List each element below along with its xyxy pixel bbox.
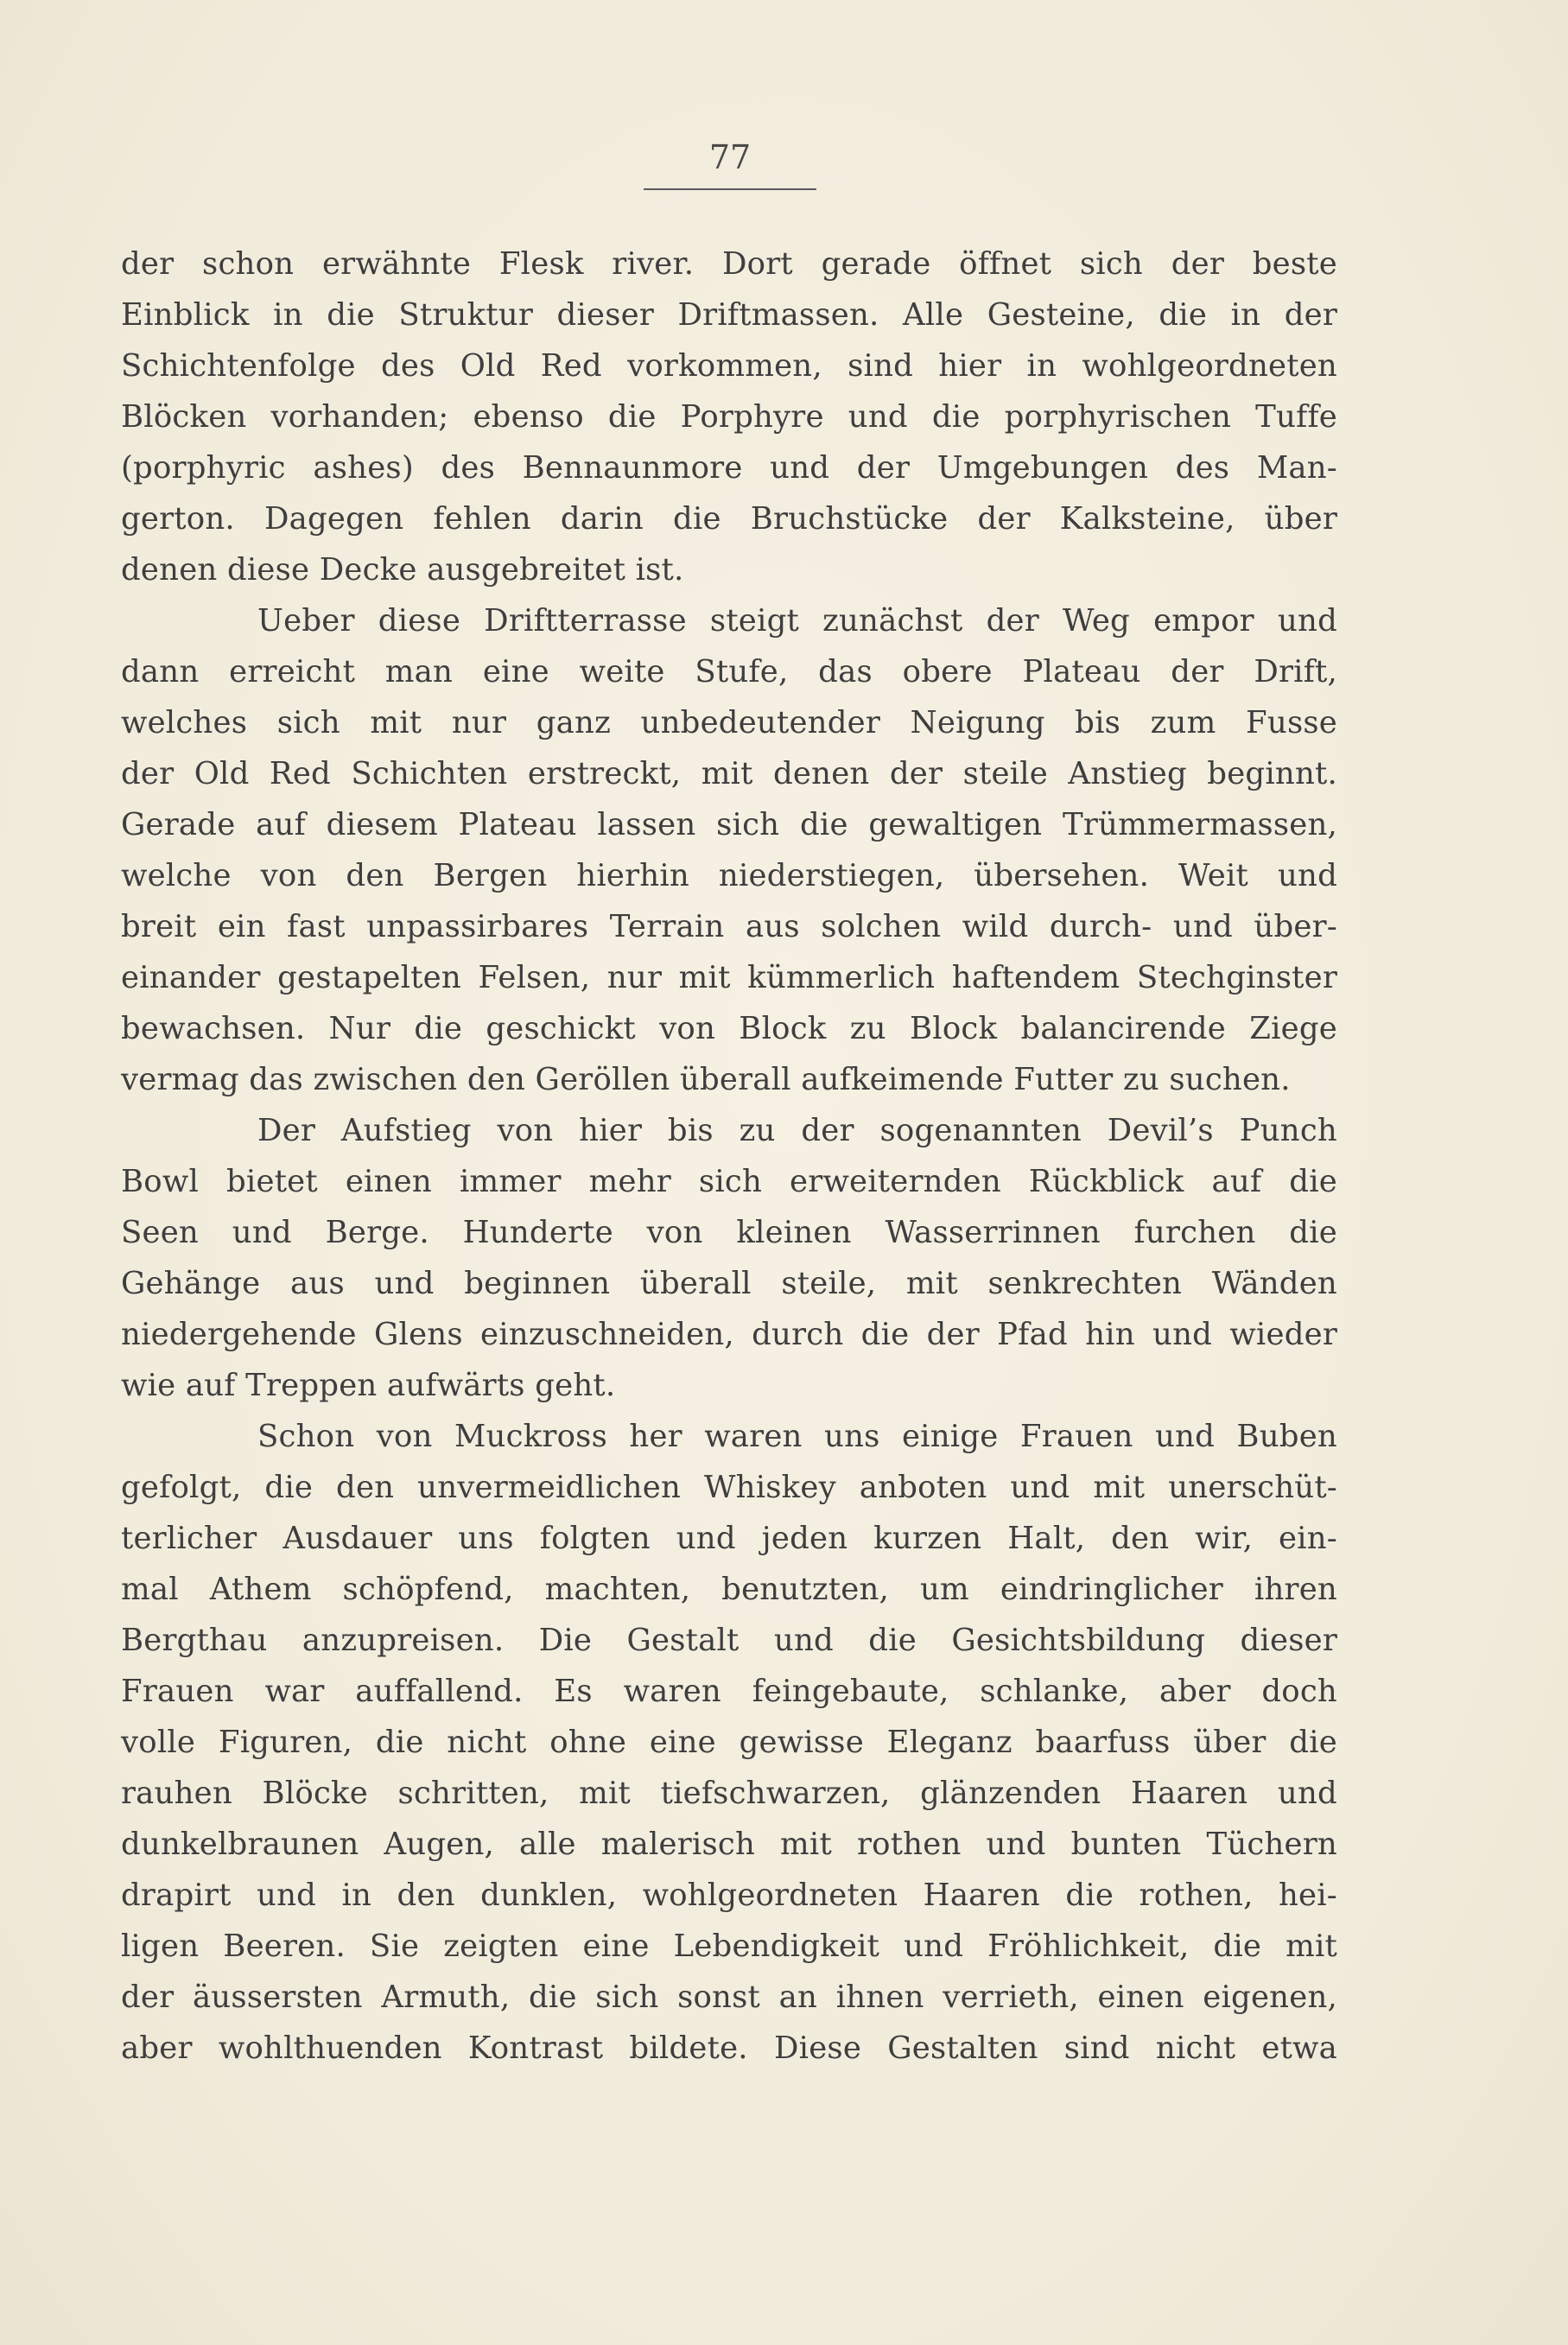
text-line: der Old Red Schichten erstreckt, mit denen der steile Anstieg beginnt. (121, 756, 1337, 791)
text-line: dunkelbraunen Augen, alle malerisch mit rothen und bunten Tüchern (121, 1827, 1337, 1862)
text-line: ligen Beeren. Sie zeigten eine Lebendigkeit und Fröhlichkeit, die mit (121, 1929, 1337, 1964)
text-line: aber wohlthuenden Kontrast bildete. Diese Gestalten sind nicht etwa (121, 2030, 1337, 2066)
text-line: einander gestapelten Felsen, nur mit kümmerlich haftendem Stechginster (121, 960, 1337, 995)
text-line: vermag das zwischen den Geröllen überall aufkeimende Futter zu suchen. (121, 1062, 1291, 1097)
text-line: drapirt und in den dunklen, wohlgeordneten Haaren die rothen, hei- (121, 1878, 1337, 1913)
text-line: Schon von Muckross her waren uns einige Frauen und Buben (257, 1419, 1337, 1454)
text-line: (porphyric ashes) des Bennaunmore und der Umgebungen des Man- (121, 450, 1337, 486)
text-line: der äussersten Armuth, die sich sonst an ihnen verrieth, einen eigenen, (121, 1980, 1337, 2015)
text-line: der schon erwähnte Flesk river. Dort gerade öffnet sich der beste (121, 246, 1337, 282)
body-text (121, 238, 1337, 2074)
text-line: rauhen Blöcke schritten, mit tiefschwarzen, glänzenden Haaren und (121, 1776, 1337, 1811)
text-line: welches sich mit nur ganz unbedeutender Neigung bis zum Fusse (121, 705, 1337, 740)
text-line: Schichtenfolge des Old Red vorkommen, sind hier in wohlgeordneten (121, 348, 1337, 384)
text-line: terlicher Ausdauer uns folgten und jeden kurzen Halt, den wir, ein- (121, 1521, 1337, 1556)
text-line: Der Aufstieg von hier bis zu der sogenannten Devil’s Punch (257, 1113, 1337, 1148)
text-line: Blöcken vorhanden; ebenso die Porphyre und die porphyrischen Tuffe (121, 399, 1337, 435)
text-line: wie auf Treppen aufwärts geht. (121, 1368, 616, 1403)
text-line: Bergthau anzupreisen. Die Gestalt und die Gesichtsbildung dieser (121, 1623, 1337, 1658)
text-line: Einblick in die Struktur dieser Driftmassen. Alle Gesteine, die in der (121, 297, 1337, 333)
text-line: Frauen war auffallend. Es waren feingebaute, schlanke, aber doch (121, 1674, 1337, 1709)
text-line: Seen und Berge. Hunderte von kleinen Wasserrinnen furchen die (121, 1215, 1337, 1250)
text-line: gefolgt, die den unvermeidlichen Whiskey anboten und mit unerschüt- (121, 1470, 1337, 1505)
text-line: volle Figuren, die nicht ohne eine gewisse Eleganz baarfuss über die (121, 1725, 1337, 1760)
text-line: mal Athem schöpfend, machten, benutzten, um eindringlicher ihren (121, 1572, 1337, 1607)
text-line: bewachsen. Nur die geschickt von Block zu Block balancirende Ziege (121, 1011, 1337, 1046)
text-line: Ueber diese Driftterrasse steigt zunächst der Weg empor und (257, 603, 1337, 639)
page-number-rule (644, 188, 816, 190)
text-line: gerton. Dagegen fehlen darin die Bruchstücke der Kalksteine, über (121, 501, 1337, 537)
page-number: 77 (708, 138, 752, 176)
text-line: breit ein fast unpassirbares Terrain aus solchen wild durch- und über- (121, 909, 1337, 944)
text-line: welche von den Bergen hierhin niederstiegen, übersehen. Weit und (121, 858, 1337, 893)
text-line: denen diese Decke ausgebreitet ist. (121, 552, 684, 588)
text-line: Gehänge aus und beginnen überall steile, mit senkrechten Wänden (121, 1266, 1337, 1301)
text-line: Gerade auf diesem Plateau lassen sich die gewaltigen Trümmermassen, (121, 807, 1337, 842)
text-line: niedergehende Glens einzuschneiden, durch die der Pfad hin und wieder (121, 1317, 1337, 1352)
text-line: dann erreicht man eine weite Stufe, das obere Plateau der Drift, (121, 654, 1337, 690)
text-line: Bowl bietet einen immer mehr sich erweiternden Rückblick auf die (121, 1164, 1337, 1199)
